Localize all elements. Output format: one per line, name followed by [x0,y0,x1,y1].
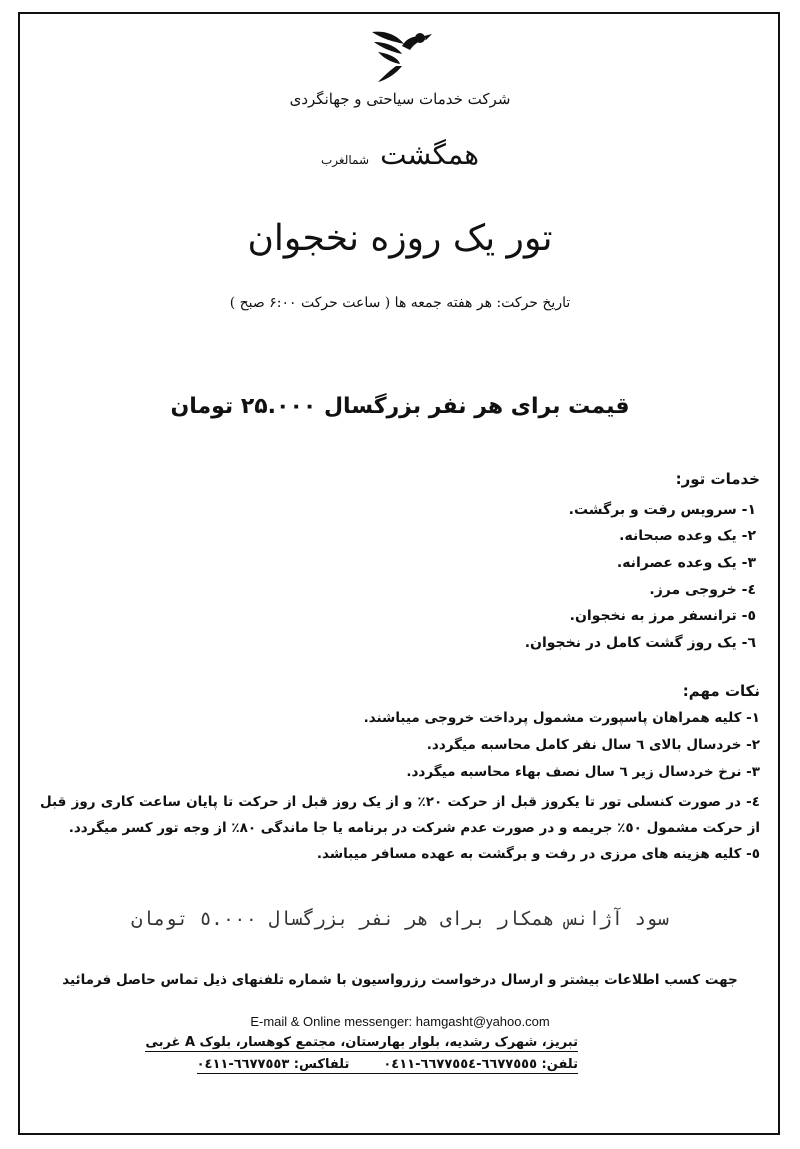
service-item: ٤- خروجی مرز. [649,582,756,598]
brand-subtitle: شمالغرب [321,153,370,167]
page-border [18,12,780,1135]
note-item: ۳- نرخ خردسال زیر ٦ سال نصف بهاء محاسبه میگردد. [406,764,760,780]
address-line: تبریز، شهرک رشدیه، بلوار بهارستان، مجتمع کوهسار، بلوک A غربی [145,1035,578,1050]
email-line: E-mail & Online messenger: hamgasht@yahoo.com [250,1014,550,1029]
services-heading: خدمات تور: [675,470,760,488]
phone-line [197,1057,578,1074]
note-item: ٤- در صورت کنسلی تور تا یکروز قبل از حرکت ۲۰٪ و از یک روز قبل از حرکت تا پایان ساعت کاری روز قبل از حرکت مشمول ٥۰٪ جریمه و در صورت عدم شرکت در برنامه یا جا ماندگی ۸۰٪ از وجه تور کسر میگردد. [40,794,760,836]
agency-commission: سود آژانس همکار برای هر نفر بزرگسال ٥.۰۰۰ تومان [131,908,669,930]
tour-title: تور یک روزه نخجوان [247,218,553,259]
service-item: ٦- یک روز گشت کامل در نخجوان. [524,635,756,651]
phone-number: تلفن: ٦٦٧٧٥٥٥-٦٦٧٧٥٥٤-۰٤۱۱ [383,1057,578,1072]
adult-price: قیمت برای هر نفر بزرگسال ۲۵.۰۰۰ تومان [170,394,630,419]
notes-heading: نکات مهم: [682,682,760,700]
service-item: ۱- سرویس رفت و برگشت. [568,502,756,518]
company-name: شرکت خدمات سیاحتی و جهانگردی [289,90,511,108]
brand-name: همگشت [380,138,479,171]
note-item: ۲- خردسال بالای ٦ سال نفر کامل محاسبه میگردد. [426,737,760,753]
service-item: ۲- یک وعده صبحانه. [619,528,756,544]
departure-info: تاریخ حرکت: هر هفته جمعه ها ( ساعت حرکت ۶:۰۰ صبح ) [229,295,571,311]
service-item: ۳- یک وعده عصرانه. [616,555,756,571]
service-item: ٥- ترانسفر مرز به نخجوان. [569,608,756,624]
fax-number: تلفاکس: ٦٦٧٧٥٥۳-۰٤۱۱ [196,1057,350,1072]
contact-instructions: جهت کسب اطلاعات بیشتر و ارسال درخواست رزرواسیون با شماره تلفنهای ذیل تماس حاصل فرمائید [62,972,738,988]
brand-row [0,138,800,171]
note-item: ٥- کلیه هزینه های مرزی در رفت و برگشت به عهده مسافر میباشد. [316,846,760,862]
note-item: ۱- کلیه همراهان پاسپورت مشمول پرداخت خروجی میباشند. [363,710,760,726]
bird-logo-icon [366,26,434,84]
